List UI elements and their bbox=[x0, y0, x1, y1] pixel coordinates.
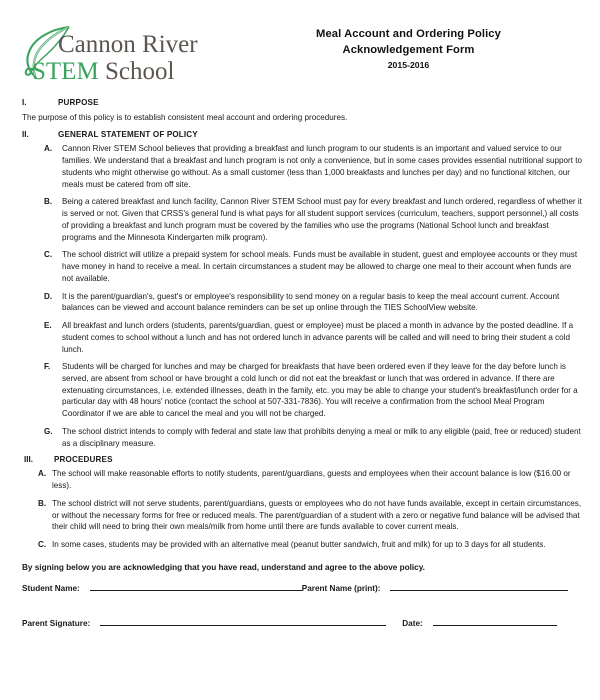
acknowledgement-statement: By signing below you are acknowledging that you have read, understand and agree to the above policy. bbox=[22, 562, 425, 572]
policy-item-text: All breakfast and lunch orders (students, parents/guardian, guest or employee) must be placed a month in advance by the posted deadline. If a student comes to school without a lunch and has not ordered lunch in advance parents will be called and will need to bring their student a cold lunch. bbox=[62, 321, 574, 354]
section-label-general-statement: GENERAL STATEMENT OF POLICY bbox=[58, 130, 198, 140]
policy-item-text: The school district will utilize a prepaid system for school meals. Funds must be available in student, guest and employee accounts or they must have money in hand to receive a meal. In certain circumstances a student may be allowed to charge one meal to their account when funds are not available. bbox=[62, 250, 578, 283]
policy-item-letter: F. bbox=[44, 362, 51, 372]
logo-line-cannon-river: Cannon River bbox=[58, 31, 198, 58]
parent-name-label: Parent Name (print): bbox=[301, 584, 381, 594]
parent-signature-label: Parent Signature: bbox=[22, 619, 91, 629]
procedure-item bbox=[18, 539, 582, 551]
signature-row-signature-date bbox=[22, 617, 582, 628]
policy-item bbox=[18, 249, 582, 284]
policy-item-letter: E. bbox=[44, 321, 52, 331]
signature-row-names bbox=[22, 582, 582, 593]
policy-item bbox=[18, 143, 582, 190]
parent-name-input-line[interactable] bbox=[390, 582, 568, 591]
procedure-item-text: The school will make reasonable efforts to notify students, parent/guardians, guests and employees when their account balance is low ($16.00 or less). bbox=[52, 469, 571, 491]
logo-wordmark bbox=[32, 31, 198, 85]
policy-item bbox=[18, 361, 582, 420]
policy-item-letter: B. bbox=[44, 197, 53, 207]
student-name-label: Student Name: bbox=[22, 584, 80, 594]
policy-item bbox=[18, 320, 582, 355]
policy-item-text: It is the parent/guardian's, guest's or employee's responsibility to send money on a regular basis to keep the meal account current. Account balances can be viewed and account balance reminders can be set up online through the TIES SchoolView website. bbox=[62, 291, 560, 313]
procedure-item-text: In some cases, students may be provided with an alternative meal (peanut butter sandwich, fruit and milk) for up to 3 days for all students. bbox=[52, 540, 546, 550]
procedure-item bbox=[18, 468, 582, 491]
policy-item-letter: G. bbox=[44, 426, 53, 436]
policy-item-letter: C. bbox=[44, 250, 53, 260]
procedure-item-letter: C. bbox=[38, 540, 47, 550]
policy-item-text: Students will be charged for lunches and may be charged for breakfasts that have been ordered even if they leave for the day before lunch is served, are absent from school or have brought a cold lunch or did not eat the breakfast or lunch that was ordered in advance. If there are extenuating circumstances, i.e. extended illnesses, death in the family, etc. you may be able to change your student's breakfast/lunch order for a particular day with 48 hours' notice (contact the school at 507-331-7836). You will receive a confirmation from the school Meal Program Coordinator if we are able to cancel the meal and you will not be charged. bbox=[62, 362, 578, 419]
policy-item-text: Cannon River STEM School believes that providing a breakfast and lunch program to our students is an important and valued service to our families. We understand that a breakfast and lunch program is not only a convenience, but in some cases provides essential nutritional support to students who might otherwise go without. As a small customer (less than 1,000 breakfasts and lunches per day) and no functional kitchen, our meals must be catered from off site. bbox=[62, 144, 582, 189]
form-title-line-1: Meal Account and Ordering Policy bbox=[316, 28, 501, 40]
logo-word-stem: STEM bbox=[32, 58, 99, 85]
procedure-item-letter: B. bbox=[38, 498, 47, 508]
procedure-item-text: The school district will not serve students, parent/guardians, guests or employees who do not have funds available, except in certain circumstances, or without the necessary forms for free or reduced meals. The parent/guardian of a student with a zero or negative fund balance will be advised that their child will need to bring their own meals/milk from home until there are funds available to cover current meals. bbox=[52, 498, 582, 532]
procedure-item bbox=[18, 498, 582, 533]
policy-item bbox=[18, 196, 582, 243]
policy-item-letter: D. bbox=[44, 291, 53, 301]
school-logo bbox=[18, 22, 253, 85]
document-header bbox=[18, 22, 582, 90]
section-numeral-i: I. bbox=[22, 98, 27, 107]
student-name-input-line[interactable] bbox=[90, 582, 302, 591]
procedure-item-letter: A. bbox=[38, 469, 47, 479]
date-label: Date: bbox=[402, 619, 423, 629]
section-heading-general-statement bbox=[18, 130, 582, 139]
policy-item bbox=[18, 291, 582, 314]
form-title-block bbox=[253, 22, 582, 72]
section-label-procedures: PROCEDURES bbox=[54, 455, 113, 465]
section-heading-purpose bbox=[18, 98, 582, 107]
logo-line-stem-school bbox=[32, 59, 198, 85]
purpose-paragraph: The purpose of this policy is to establish consistent meal account and ordering procedures. bbox=[22, 113, 348, 122]
policy-item bbox=[18, 426, 582, 449]
section-numeral-ii: II. bbox=[22, 130, 29, 140]
parent-signature-input-line[interactable] bbox=[100, 617, 386, 626]
policy-item-letter: A. bbox=[44, 144, 53, 154]
policy-item-text: Being a catered breakfast and lunch facility, Cannon River STEM School must pay for every breakfast and lunch ordered, regardless of whether it is served or not. Given that CRSS's general fund is what pays for all student support services (curriculum, teachers, support personnel,) all costs of providing a breakfast and lunch program must be covered by the families who use the programs (National School lunch and breakfast programs and the Minnesota Kindergarten milk program). bbox=[62, 197, 582, 242]
policy-item-text: The school district intends to comply with federal and state law that prohibits denying a meal or milk to any eligible (paid, free or reduced) student as a disciplinary measure. bbox=[62, 426, 581, 448]
form-title-line-2: Acknowledgement Form bbox=[342, 43, 475, 56]
section-label-purpose: PURPOSE bbox=[58, 98, 99, 107]
section-heading-procedures bbox=[18, 455, 582, 464]
school-year: 2015-2016 bbox=[387, 59, 430, 70]
logo-word-school: School bbox=[98, 58, 175, 85]
section-numeral-iii: III. bbox=[24, 455, 33, 465]
date-input-line[interactable] bbox=[433, 617, 557, 626]
